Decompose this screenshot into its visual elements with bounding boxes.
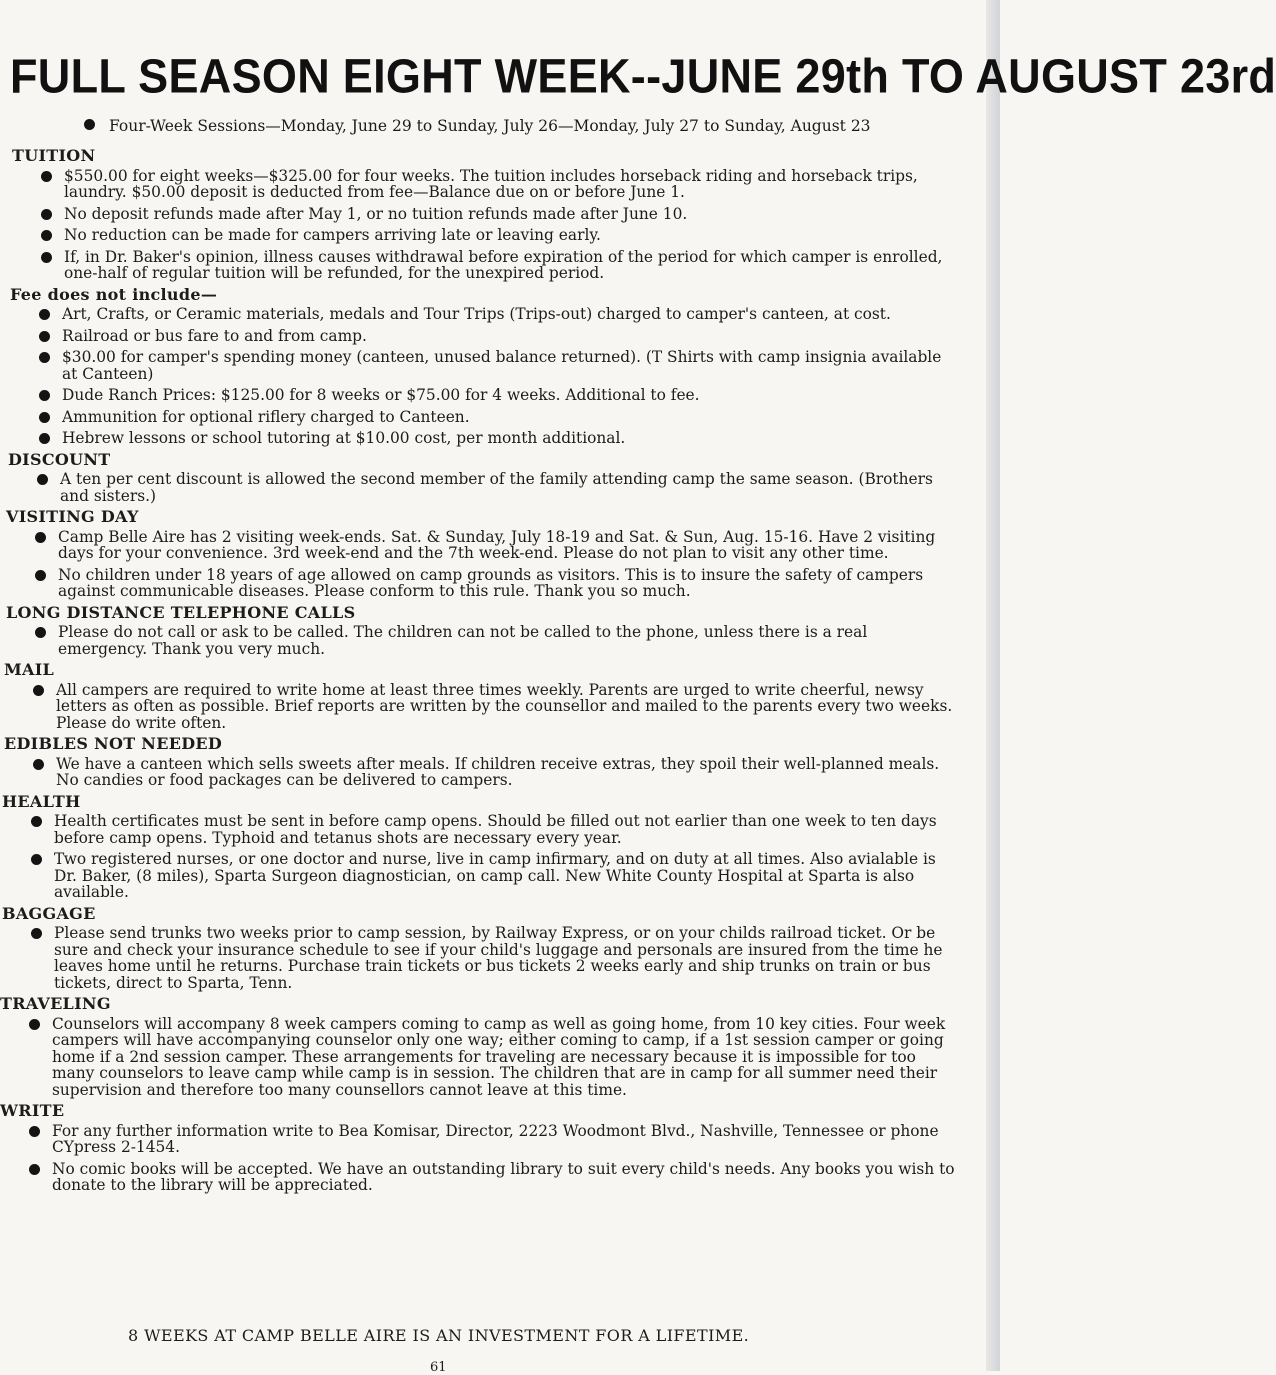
section-heading: VISITING DAY (6, 507, 139, 526)
list-item-text: No reduction can be made for campers arriving late or leaving early. (64, 226, 601, 244)
sections-container (0, 146, 960, 1199)
bullet-icon (39, 433, 50, 444)
section-heading: EDIBLES NOT NEEDED (4, 734, 223, 753)
closing-statement: 8 WEEKS AT CAMP BELLE AIRE IS AN INVESTMENT FOR A LIFETIME. (128, 1326, 750, 1345)
bullet-icon (39, 412, 50, 423)
bullet-icon (41, 209, 52, 220)
list-item-text: Please do not call or ask to be called. The children can not be called to the phone, unless there is a real emergency. Thank you very much. (58, 623, 868, 658)
list-item (8, 471, 960, 504)
bullet-icon (41, 230, 52, 241)
bullet-icon (41, 171, 52, 182)
bullet-icon (39, 390, 50, 401)
bullet-icon (39, 309, 50, 320)
list-item (2, 851, 960, 901)
bullet-icon (39, 352, 50, 363)
list-item-text: Railroad or bus fare to and from camp. (62, 326, 367, 345)
session-dates (84, 117, 871, 135)
bullet-icon (41, 252, 52, 263)
section-health (2, 791, 960, 901)
bullet-icon (29, 1019, 40, 1030)
list-item-text: Two registered nurses, or one doctor and nurse, live in camp infirmary, and on duty at all times. Also avialable is Dr. Baker, (8 miles), Sparta Surgeon diagnostician, on camp call. New White County Hospital at Sparta is also available. (54, 850, 936, 901)
list-item (2, 813, 960, 846)
list-item (0, 1016, 960, 1099)
page-title: FULL SEASON EIGHT WEEK--JUNE 29th TO AUGUST 23rd (10, 48, 1276, 104)
bullet-icon (37, 474, 48, 485)
list-item (12, 249, 960, 282)
section-tuition (12, 148, 960, 282)
page-edge (986, 0, 1000, 1371)
list-item (10, 328, 960, 345)
bullet-icon (33, 685, 44, 696)
list-item-text: Please send trunks two weeks prior to camp session, by Railway Express, or on your childs railroad ticket. Or be sure and check your insurance schedule to see if your child's luggage and personals are insured from the time he leaves home until he returns. Purchase train tickets or bus tickets 2 weeks early and ship trunks on train or bus tickets, direct to Sparta, Tenn. (54, 924, 943, 992)
bullet-icon (29, 1126, 40, 1137)
list-item-text: No children under 18 years of age allowed on camp grounds as visitors. This is to insure the safety of campers against communicable diseases. Please conform to this rule. Thank you so much. (58, 565, 924, 600)
list-item (10, 387, 960, 404)
list-item-text: $30.00 for camper's spending money (canteen, unused balance returned). (T Shirts with camp insignia available at Canteen) (62, 348, 942, 383)
list-item-text: $550.00 for eight weeks—$325.00 for four weeks. The tuition includes horseback riding and horseback trips, laundry. $50.00 deposit is deducted from fee—Balance due on or before June 1. (64, 166, 918, 201)
list-item-text: Camp Belle Aire has 2 visiting week-ends. Sat. & Sunday, July 18-19 and Sat. & Sun, Aug. 15-16. Have 2 visiting days for your convenience. 3rd week-end and the 7th week-end. Please do not plan to visit any other time. (58, 527, 936, 562)
section-heading: WRITE (0, 1101, 65, 1120)
section-heading: TUITION (12, 146, 96, 165)
list-item (10, 306, 960, 323)
list-item (6, 624, 960, 657)
list-item-text: If, in Dr. Baker's opinion, illness causes withdrawal before expiration of the period for which camper is enrolled, one-half of regular tuition will be refunded, for the unexpired period. (64, 247, 943, 282)
list-item-text: No deposit refunds made after May 1, or no tuition refunds made after June 10. (64, 204, 688, 223)
list-item (12, 227, 960, 244)
section-baggage (2, 903, 960, 992)
section-heading: DISCOUNT (8, 449, 111, 469)
bullet-icon (39, 331, 50, 342)
list-item-text: All campers are required to write home at least three times weekly. Parents are urged to write cheerful, newsy letters as often as possible. Brief reports are written by the counsellor and mailed to the parents every two weeks. Please do write often. (56, 680, 953, 732)
list-item-text: Health certificates must be sent in before camp opens. Should be filled out not earlier than one week to ten days before camp opens. Typhoid and tetanus shots are necessary every year. (54, 812, 937, 847)
bullet-icon (35, 627, 46, 638)
bullet-icon (29, 1164, 40, 1175)
section-long-distance-telephone-calls (6, 602, 960, 658)
section-heading: Fee does not include— (10, 284, 218, 304)
session-dates-text: Four-Week Sessions—Monday, June 29 to Sunday, July 26—Monday, July 27 to Sunday, August 23 (109, 117, 871, 135)
list-item (4, 682, 960, 732)
page-number: 61 (430, 1360, 447, 1375)
bullet-icon (33, 759, 44, 770)
bullet-icon (35, 532, 46, 543)
list-item (12, 206, 960, 223)
section-fee-does-not-include (10, 284, 960, 447)
section-discount (8, 449, 960, 505)
bullet-icon (31, 854, 42, 865)
section-write (0, 1103, 960, 1194)
list-item-text: Ammunition for optional riflery charged to Canteen. (62, 407, 470, 426)
bullet-icon (31, 928, 42, 939)
list-item (10, 349, 960, 382)
list-item-text: No comic books will be accepted. We have an outstanding library to suit every child's needs. Any books you wish to donate to the library will be appreciated. (52, 1159, 955, 1194)
bullet-icon (35, 570, 46, 581)
list-item (10, 430, 960, 447)
bullet-icon (31, 816, 42, 827)
list-item-text: Art, Crafts, or Ceramic materials, medals and Tour Trips (Trips-out) charged to camper's canteen, at cost. (62, 305, 891, 323)
list-item-text: Counselors will accompany 8 week campers coming to camp as well as going home, from 10 key cities. Four week campers will have accompanying counselor only one way; either coming to camp, if a 1st session camper or going home if a 2nd session camper. These arrangements for traveling are necessary because it is impossible for too many counselors to leave camp while camp is in session. The children that are in camp for all summer need their supervision and therefore too many counsellors cannot leave at this time. (52, 1014, 946, 1099)
section-heading: BAGGAGE (2, 903, 96, 923)
list-item-text: A ten per cent discount is allowed the second member of the family attending camp the same season. (Brothers and sisters.) (60, 470, 933, 505)
section-heading: LONG DISTANCE TELEPHONE CALLS (6, 602, 356, 622)
section-traveling (0, 996, 960, 1098)
list-item (0, 1123, 960, 1156)
section-visiting-day (6, 509, 960, 600)
list-item-text: Dude Ranch Prices: $125.00 for 8 weeks or $75.00 for 4 weeks. Additional to fee. (62, 386, 700, 404)
section-heading: MAIL (4, 660, 55, 679)
bullet-icon (84, 119, 95, 130)
list-item-text: Hebrew lessons or school tutoring at $10.00 cost, per month additional. (62, 429, 626, 447)
section-mail (4, 662, 960, 731)
list-item-text: For any further information write to Bea Komisar, Director, 2223 Woodmont Blvd., Nashville, Tennessee or phone CYpress 2-1454. (52, 1121, 939, 1156)
list-item (4, 756, 960, 789)
list-item (6, 567, 960, 600)
list-item (6, 529, 960, 562)
list-item (0, 1161, 960, 1194)
list-item (2, 925, 960, 991)
section-heading: TRAVELING (0, 994, 111, 1013)
list-item (10, 409, 960, 426)
list-item (12, 168, 960, 201)
section-edibles-not-needed (4, 736, 960, 789)
list-item-text: We have a canteen which sells sweets after meals. If children receive extras, they spoil their well-planned meals. No candies or food packages can be delivered to campers. (56, 754, 940, 789)
section-heading: HEALTH (2, 791, 81, 811)
